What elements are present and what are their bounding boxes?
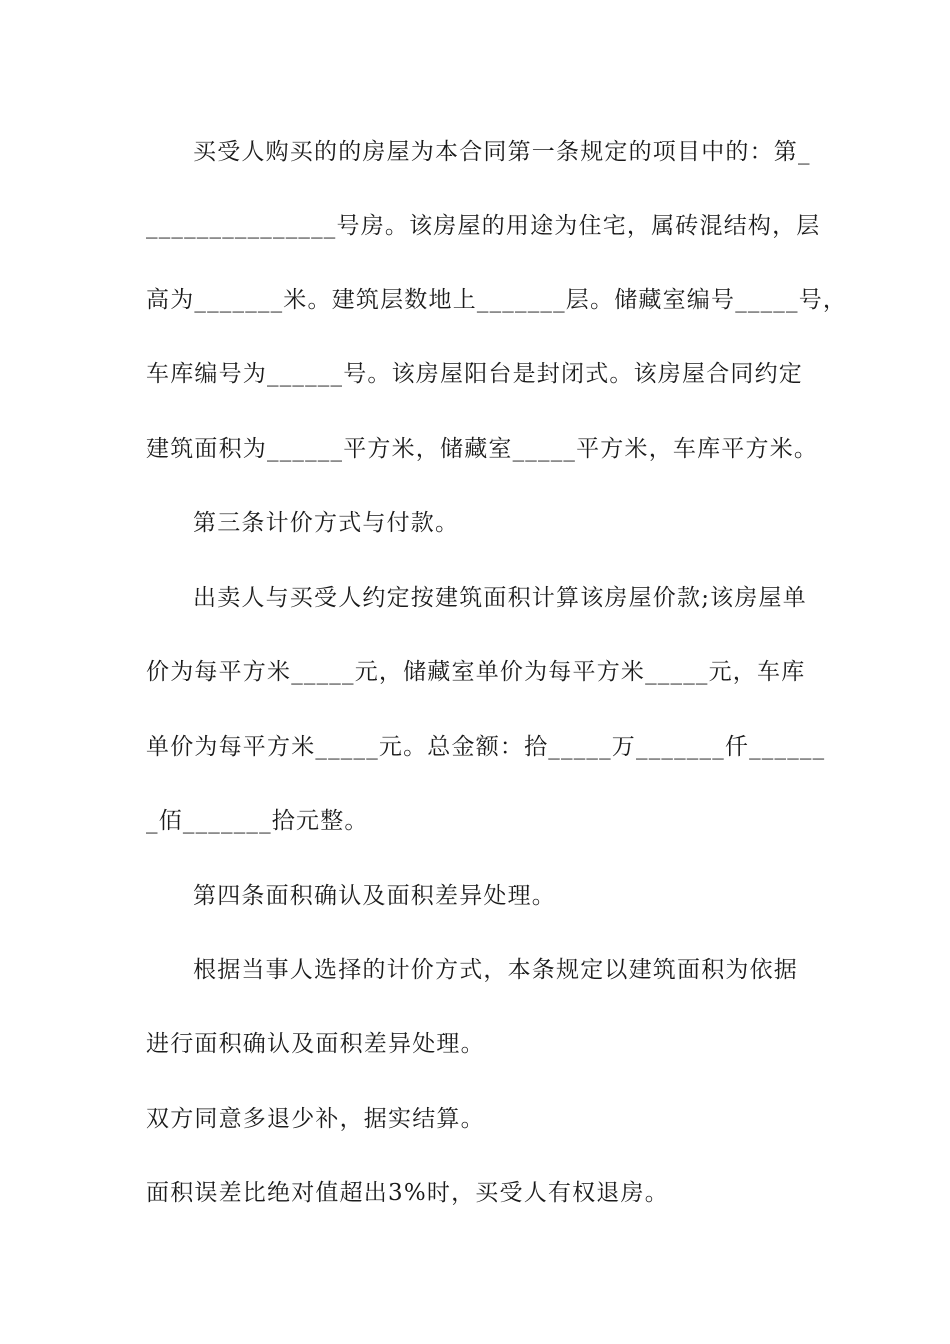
section-heading-article-4: 第四条面积确认及面积差异处理。 (193, 883, 556, 909)
paragraph-line: _______________号房。该房屋的用途为住宅，属砖混结构，层 (146, 213, 821, 239)
paragraph-line: 根据当事人选择的计价方式，本条规定以建筑面积为依据 (193, 957, 798, 983)
paragraph-line: 双方同意多退少补，据实结算。 (146, 1106, 485, 1132)
paragraph-line: _佰_______拾元整。 (146, 808, 369, 834)
paragraph-line: 价为每平方米_____元，储藏室单价为每平方米_____元，车库 (146, 659, 806, 685)
paragraph-line: 车库编号为______号。该房屋阳台是封闭式。该房屋合同约定 (146, 361, 803, 387)
paragraph-line: 进行面积确认及面积差异处理。 (146, 1031, 485, 1057)
paragraph-line: 买受人购买的的房屋为本合同第一条规定的项目中的：第_ (193, 139, 811, 165)
paragraph-line: 面积误差比绝对值超出3%时，买受人有权退房。 (146, 1180, 669, 1206)
paragraph-line: 建筑面积为______平方米，储藏室_____平方米，车库平方米。 (146, 436, 819, 462)
paragraph-line: 单价为每平方米_____元。总金额：拾_____万_______仟______ (146, 734, 826, 760)
section-heading-article-3: 第三条计价方式与付款。 (193, 510, 460, 536)
paragraph-line: 出卖人与买受人约定按建筑面积计算该房屋价款;该房屋单 (193, 585, 807, 611)
paragraph-line: 高为_______米。建筑层数地上_______层。储藏室编号_____号， (146, 287, 848, 313)
